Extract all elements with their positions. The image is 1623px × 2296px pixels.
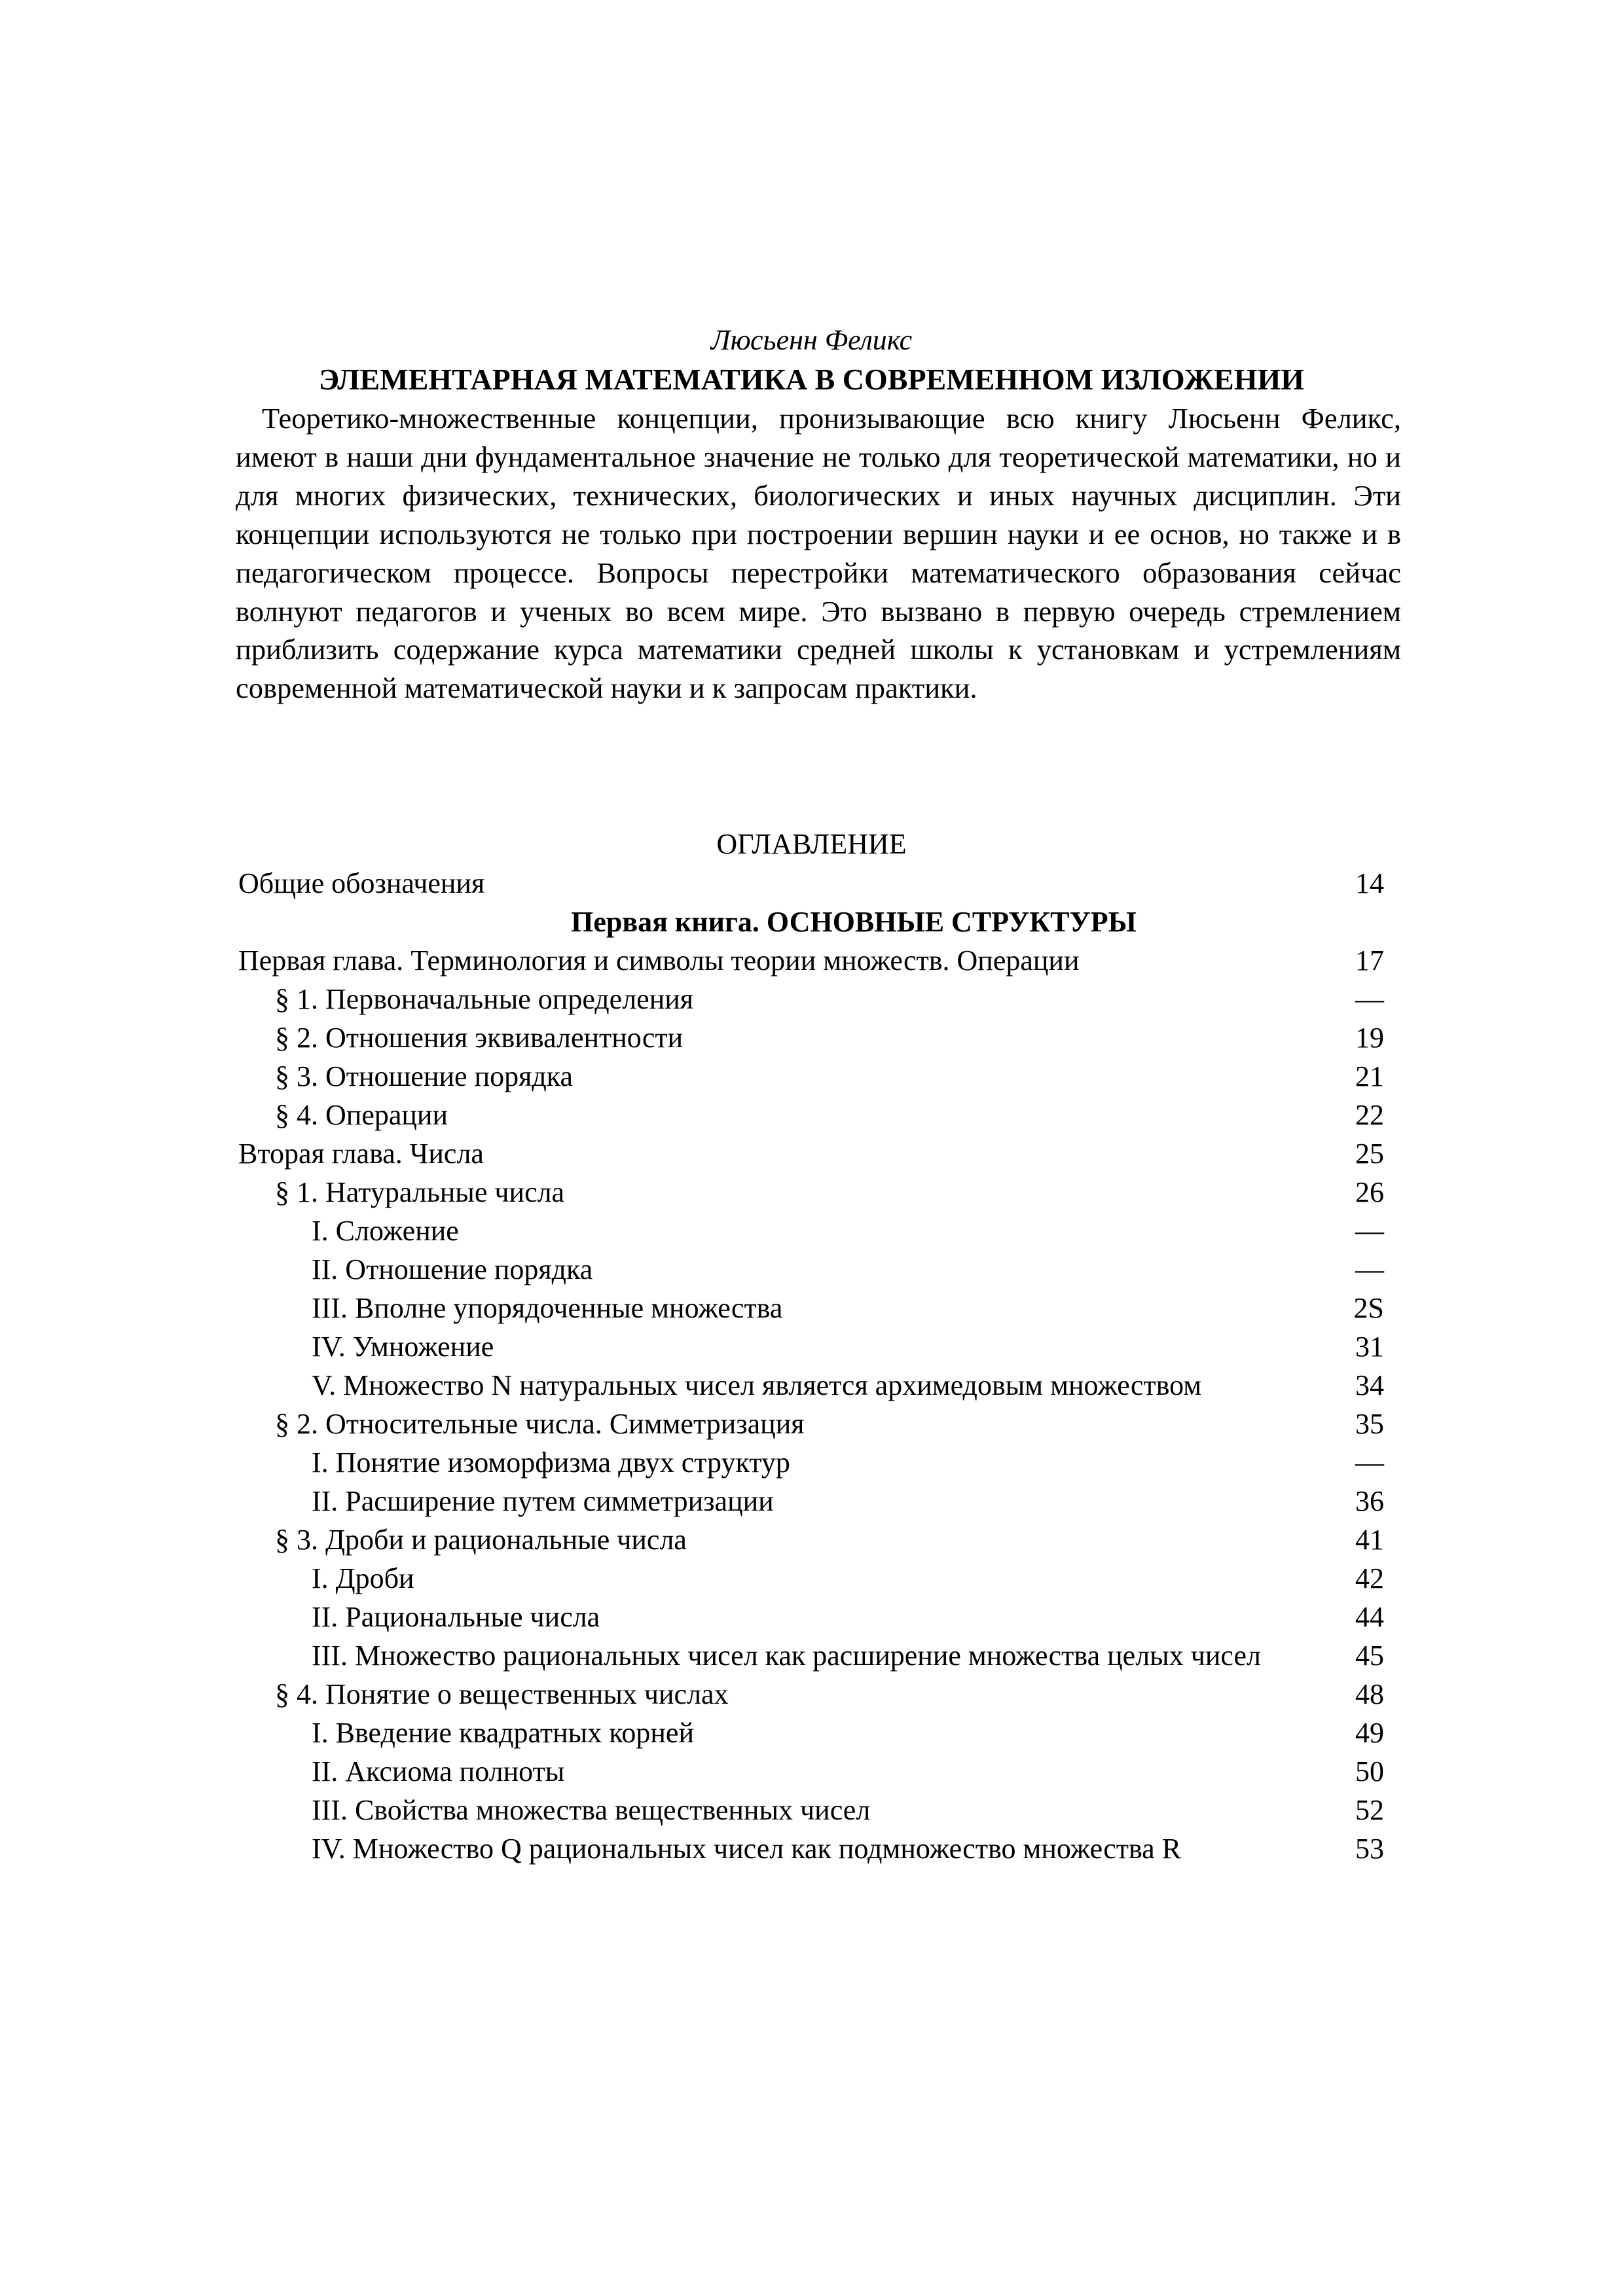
toc-entry-title: II. Аксиома полноты [312,1755,565,1787]
toc-subsection-entry [238,1289,1384,1327]
toc-entry-page: 19 [1355,1022,1384,1054]
toc-book-heading: Первая книга. ОСНОВНЫЕ СТРУКТУРЫ [571,906,1137,938]
toc-entry-page: — [1355,1446,1384,1479]
table-of-contents [238,864,1384,1868]
toc-entry-title: I. Понятие изоморфизма двух структур [312,1446,790,1479]
toc-entry-page: 42 [1355,1562,1384,1594]
toc-subsection-entry [238,1752,1384,1791]
toc-entry-page: 48 [1355,1678,1384,1710]
toc-entry-title: II. Рациональные числа [312,1601,600,1633]
toc-subsection-entry [238,1250,1384,1289]
toc-entry-page: 34 [1355,1369,1384,1401]
toc-subsection-entry [238,1559,1384,1598]
toc-section-entry [238,1675,1384,1713]
book-title: ЭЛЕМЕНТАРНАЯ МАТЕМАТИКА В СОВРЕМЕННОМ ИЗЛОЖЕНИИ [318,363,1305,396]
toc-entry-page: 50 [1355,1755,1384,1787]
toc-entry-page: 36 [1355,1485,1384,1517]
author-name: Люсьенн Феликс [710,324,913,356]
toc-entry-title: I. Сложение [312,1215,459,1247]
toc-entry-page: 35 [1355,1408,1384,1440]
toc-entry-title: § 4. Операции [275,1099,448,1131]
toc-entry-title: § 3. Дроби и рациональные числа [275,1524,687,1556]
toc-section-entry [238,1520,1384,1559]
toc-entry-page: 17 [1355,944,1384,977]
toc-subsection-entry [238,1791,1384,1829]
toc-entry-title: III. Вполне упорядоченные множества [312,1292,783,1324]
toc-entry-title: § 2. Относительные числа. Симметризация [275,1408,805,1440]
toc-entry-page: 52 [1355,1794,1384,1826]
toc-section-entry [238,1018,1384,1057]
toc-entry-title: § 1. Первоначальные определения [275,983,694,1015]
toc-section-entry [238,1057,1384,1096]
toc-entry-page: 14 [1355,867,1384,899]
toc-entry-page: 49 [1355,1717,1384,1749]
toc-entry-title: Общие обозначения [238,867,485,899]
toc-subsection-entry [238,1327,1384,1366]
toc-chapter [238,941,1384,980]
toc-entry-page: 21 [1355,1060,1384,1092]
toc-entry-title: Вторая глава. Числа [238,1138,484,1170]
toc-entry-page: 41 [1355,1524,1384,1556]
toc-entry-title: § 4. Понятие о вещественных числах [275,1678,729,1710]
toc-section-entry [238,1173,1384,1211]
toc-entry-title: II. Расширение путем симметризации [312,1485,774,1517]
toc-entry-page: 31 [1355,1331,1384,1363]
toc-entry-page: 44 [1355,1601,1384,1633]
toc-entry-title: III. Свойства множества вещественных чисел [312,1794,871,1826]
abstract-paragraph: Теоретико-множественные концепции, пронизывающие всю книгу Люсьенн Феликс, имеют в наши дни фундаментальное значение не только для теоретической математики, но и для многих физических, технических, биологических и иных научных дисциплин. Эти концепции используются не только при построении вершин науки и ее основ, но также и в педагогическом процессе. Вопросы перестройки математического образования сейчас волнуют педагогов и ученых во всем мире. Это вызвано в первую очередь стремлением приблизить содержание курса математики средней школы к установкам и устремлениям современной математической науки и к запросам практики. [236,402,1401,705]
toc-subsection-entry [238,1713,1384,1752]
toc-subsection-entry [238,1636,1384,1675]
toc-heading: ОГЛАВЛЕНИЕ [716,828,907,860]
toc-subsection-entry [238,1443,1384,1482]
toc-section-entry [238,1405,1384,1443]
toc-entry-title: III. Множество рациональных чисел как расширение множества целых чисел [312,1640,1261,1672]
toc-entry-title: IV. Умножение [312,1331,494,1363]
toc-entry-page: — [1355,983,1384,1015]
toc-entry-page: — [1355,1215,1384,1247]
toc-entry-title: § 3. Отношение порядка [275,1060,573,1092]
toc-entry-page: — [1355,1253,1384,1285]
toc-entry-page: 45 [1355,1640,1384,1672]
toc-entry-title: II. Отношение порядка [312,1253,593,1285]
toc-chapter [238,1134,1384,1173]
toc-entry-page: 53 [1355,1833,1384,1865]
toc-entry-page: 2S [1353,1292,1384,1324]
toc-entry-page: 25 [1355,1138,1384,1170]
toc-entry-general-notation [238,864,1384,903]
toc-subsection-entry [238,1211,1384,1250]
toc-subsection-entry [238,1482,1384,1520]
toc-entry-title: § 1. Натуральные числа [275,1176,565,1208]
toc-entry-title: Первая глава. Терминология и символы теории множеств. Операции [238,944,1080,977]
toc-entry-title: V. Множество N натуральных чисел является архимедовым множеством [312,1369,1202,1401]
toc-entry-page: 26 [1355,1176,1384,1208]
toc-subsection-entry [238,1829,1384,1868]
toc-entry-page: 22 [1355,1099,1384,1131]
toc-entry-title: I. Дроби [312,1562,414,1594]
toc-entry-title: IV. Множество Q рациональных чисел как подмножество множества R [312,1833,1182,1865]
toc-entry-title: § 2. Отношения эквивалентности [275,1022,684,1054]
toc-section-entry [238,1096,1384,1134]
toc-section-entry [238,980,1384,1018]
toc-entry-title: I. Введение квадратных корней [312,1717,694,1749]
toc-subsection-entry [238,1598,1384,1636]
toc-subsection-entry [238,1366,1384,1405]
